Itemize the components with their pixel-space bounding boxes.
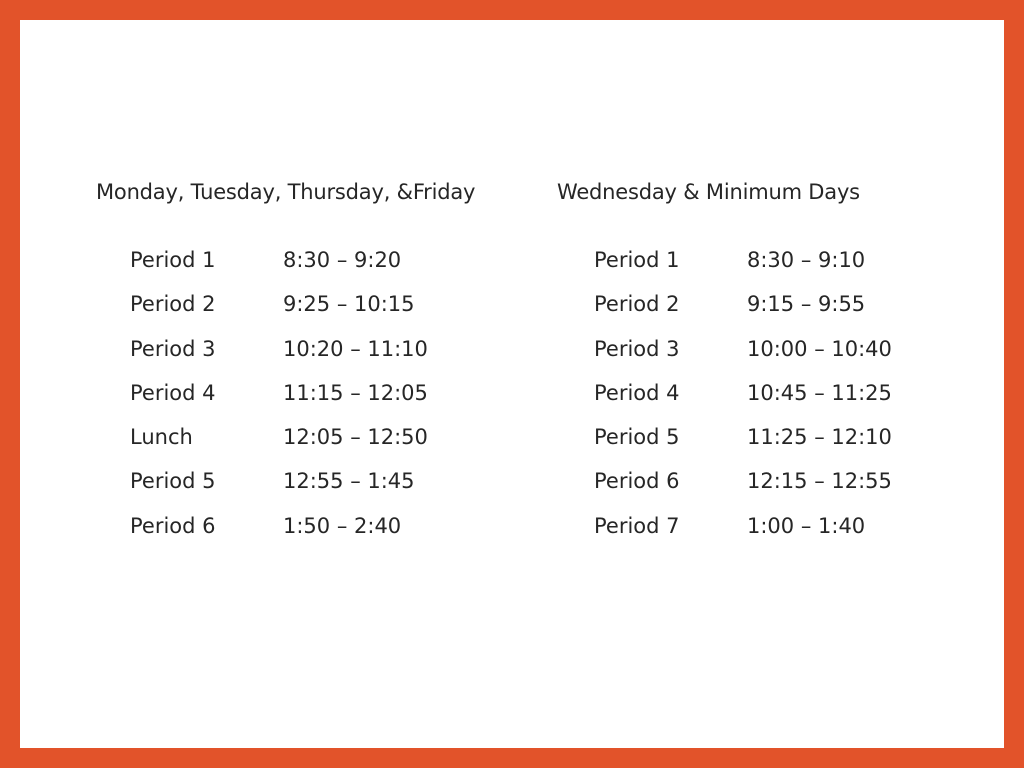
period-time: 11:25 – 12:10 bbox=[747, 425, 892, 450]
schedule-title: Monday, Tuesday, Thursday, &Friday bbox=[96, 180, 476, 204]
period-time: 10:00 – 10:40 bbox=[747, 336, 892, 361]
period-time: 12:05 – 12:50 bbox=[283, 425, 428, 450]
schedule-title: Wednesday & Minimum Days bbox=[557, 180, 860, 204]
period-time: 9:25 – 10:15 bbox=[283, 292, 415, 317]
period-time: 10:20 – 11:10 bbox=[283, 336, 428, 361]
period-label: Period 7 bbox=[594, 513, 680, 538]
period-label: Period 5 bbox=[130, 469, 216, 494]
period-label: Period 6 bbox=[594, 469, 680, 494]
period-label: Period 2 bbox=[594, 292, 680, 317]
period-label: Lunch bbox=[130, 425, 193, 450]
period-time: 9:15 – 9:55 bbox=[747, 292, 866, 317]
period-label: Period 1 bbox=[130, 248, 216, 272]
period-time: 8:30 – 9:20 bbox=[283, 248, 402, 272]
period-time: 11:15 – 12:05 bbox=[283, 380, 428, 405]
period-time: 8:30 – 9:10 bbox=[747, 248, 866, 272]
period-time: 12:15 – 12:55 bbox=[747, 469, 892, 494]
period-label: Period 5 bbox=[594, 425, 680, 450]
period-label: Period 4 bbox=[594, 380, 680, 405]
period-time: 12:55 – 1:45 bbox=[283, 469, 415, 494]
period-label: Period 1 bbox=[594, 248, 680, 272]
slide bbox=[20, 20, 1004, 748]
period-time: 1:00 – 1:40 bbox=[747, 513, 866, 538]
period-time: 1:50 – 2:40 bbox=[283, 513, 402, 538]
period-label: Period 3 bbox=[130, 336, 216, 361]
period-label: Period 6 bbox=[130, 513, 216, 538]
period-time: 10:45 – 11:25 bbox=[747, 380, 892, 405]
period-label: Period 2 bbox=[130, 292, 216, 317]
period-label: Period 4 bbox=[130, 380, 216, 405]
period-label: Period 3 bbox=[594, 336, 680, 361]
